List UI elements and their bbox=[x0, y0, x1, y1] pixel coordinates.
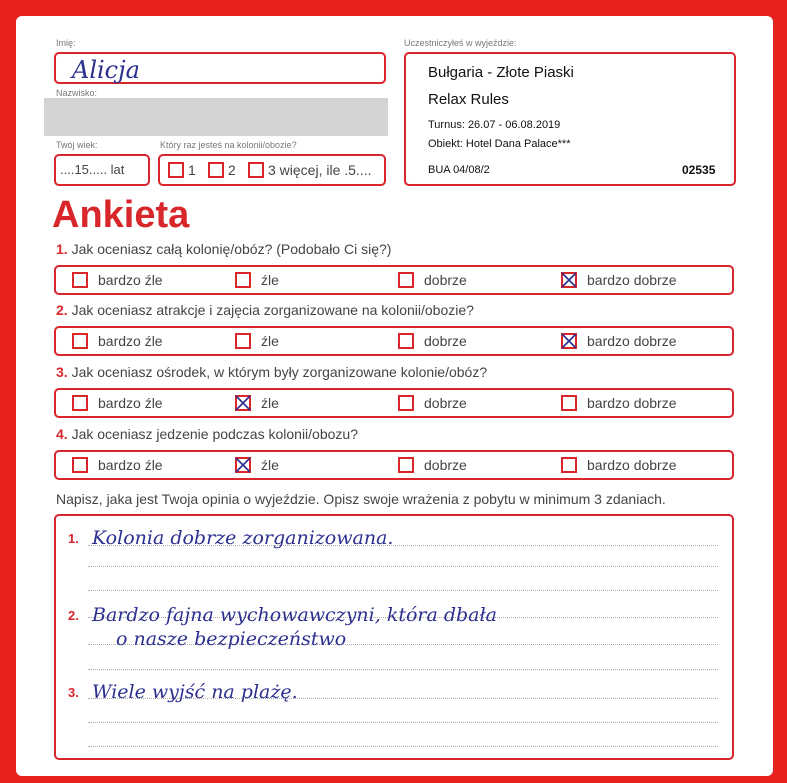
answer-option-label: bardzo źle bbox=[98, 333, 163, 349]
answer-checkbox[interactable] bbox=[235, 395, 251, 411]
ruled-line bbox=[88, 746, 718, 747]
nazwisko-label: Nazwisko: bbox=[56, 88, 98, 98]
question-2 bbox=[56, 302, 474, 318]
imie-label: Imię: bbox=[56, 38, 76, 48]
trip-turnus: Turnus: 26.07 - 06.08.2019 bbox=[428, 119, 561, 131]
trip-obiekt: Obiekt: Hotel Dana Palace*** bbox=[428, 138, 571, 150]
question-number: 1. bbox=[56, 241, 72, 257]
trip-destination: Bułgaria - Złote Piaski bbox=[428, 64, 574, 81]
answer-option-label: dobrze bbox=[424, 333, 467, 349]
trip-program: Relax Rules bbox=[428, 91, 509, 108]
answer-option-label: źle bbox=[261, 457, 279, 473]
question-text: Jak oceniasz jedzenie podczas kolonii/obozu? bbox=[71, 426, 358, 442]
question-3 bbox=[56, 364, 487, 380]
trip-code: BUA 04/08/2 bbox=[428, 164, 490, 176]
answer-option-label: dobrze bbox=[424, 272, 467, 288]
opinion-text: o nasze bezpieczeństwo bbox=[116, 628, 347, 650]
ktory-raz-checkbox-2[interactable] bbox=[208, 162, 224, 178]
answer-checkbox[interactable] bbox=[398, 272, 414, 288]
answer-checkbox[interactable] bbox=[561, 333, 577, 349]
answer-checkbox[interactable] bbox=[398, 395, 414, 411]
answer-option-label: bardzo dobrze bbox=[587, 457, 677, 473]
answer-checkbox[interactable] bbox=[398, 457, 414, 473]
ruled-line bbox=[88, 722, 718, 723]
question-number: 4. bbox=[56, 426, 72, 442]
answer-checkbox[interactable] bbox=[235, 333, 251, 349]
wiek-value: ....15..... lat bbox=[60, 162, 125, 177]
answer-option-label: bardzo dobrze bbox=[587, 272, 677, 288]
question-number: 3. bbox=[56, 364, 72, 380]
uczestniczysz-label: Uczestniczyłeś w wyjeździe: bbox=[404, 38, 517, 48]
answer-checkbox[interactable] bbox=[235, 272, 251, 288]
answer-option-label: dobrze bbox=[424, 457, 467, 473]
opinion-number: 1. bbox=[68, 531, 79, 546]
ruled-line bbox=[88, 590, 718, 591]
check-mark-icon bbox=[559, 331, 579, 351]
answer-checkbox[interactable] bbox=[561, 395, 577, 411]
answer-checkbox[interactable] bbox=[72, 272, 88, 288]
trip-number: 02535 bbox=[682, 163, 716, 177]
ruled-line bbox=[88, 669, 718, 670]
check-mark-icon bbox=[559, 270, 579, 290]
answer-checkbox[interactable] bbox=[72, 333, 88, 349]
opinion-text: Kolonia dobrze zorganizowana. bbox=[92, 527, 394, 549]
answer-option-label: bardzo źle bbox=[98, 457, 163, 473]
answer-option-label: dobrze bbox=[424, 395, 467, 411]
wiek-label: Twój wiek: bbox=[56, 140, 98, 150]
question-number: 2. bbox=[56, 302, 72, 318]
opinion-prompt: Napisz, jaka jest Twoja opinia o wyjeździe. Opisz swoje wrażenia z pobytu w minimum 3 zdaniach. bbox=[56, 491, 666, 507]
answer-checkbox[interactable] bbox=[561, 272, 577, 288]
answer-option-label: bardzo dobrze bbox=[587, 333, 677, 349]
ruled-line bbox=[88, 566, 718, 567]
answer-checkbox[interactable] bbox=[72, 395, 88, 411]
answer-option-label: źle bbox=[261, 333, 279, 349]
answer-checkbox[interactable] bbox=[235, 457, 251, 473]
ktory-raz-option-1: 1 bbox=[188, 162, 196, 178]
check-mark-icon bbox=[233, 455, 253, 475]
imie-value: Alicja bbox=[72, 56, 140, 84]
question-1 bbox=[56, 241, 391, 257]
question-text: Jak oceniasz ośrodek, w którym były zorganizowane kolonie/obóz? bbox=[71, 364, 488, 380]
survey-title: Ankieta bbox=[52, 194, 190, 236]
question-text: Jak oceniasz całą kolonię/obóz? (Podobało Ci się?) bbox=[71, 241, 392, 257]
question-text: Jak oceniasz atrakcje i zajęcia zorganizowane na kolonii/obozie? bbox=[71, 302, 474, 318]
answer-checkbox[interactable] bbox=[561, 457, 577, 473]
opinion-text: Bardzo fajna wychowawczyni, która dbała bbox=[92, 604, 498, 626]
answer-checkbox[interactable] bbox=[72, 457, 88, 473]
answer-option-label: bardzo źle bbox=[98, 272, 163, 288]
ktory-raz-option-3: 3 więcej, ile .5.... bbox=[268, 162, 372, 178]
ktory-raz-option-2: 2 bbox=[228, 162, 236, 178]
answer-option-label: bardzo źle bbox=[98, 395, 163, 411]
check-mark-icon bbox=[233, 393, 253, 413]
answer-option-label: bardzo dobrze bbox=[587, 395, 677, 411]
question-4 bbox=[56, 426, 358, 442]
answer-option-label: źle bbox=[261, 272, 279, 288]
answer-option-label: źle bbox=[261, 395, 279, 411]
ktory-raz-checkbox-1[interactable] bbox=[168, 162, 184, 178]
opinion-text: Wiele wyjść na plażę. bbox=[92, 681, 298, 703]
opinion-number: 3. bbox=[68, 685, 79, 700]
redaction-block bbox=[44, 98, 388, 136]
answer-checkbox[interactable] bbox=[398, 333, 414, 349]
opinion-number: 2. bbox=[68, 608, 79, 623]
ktory-raz-label: Który raz jesteś na kolonii/obozie? bbox=[160, 140, 297, 150]
ktory-raz-checkbox-3[interactable] bbox=[248, 162, 264, 178]
